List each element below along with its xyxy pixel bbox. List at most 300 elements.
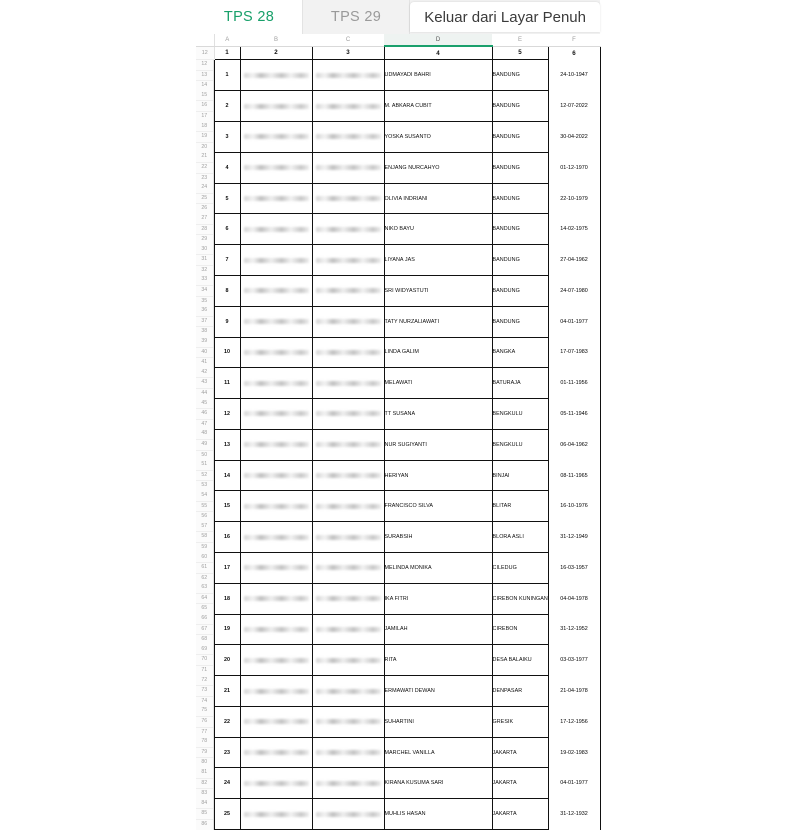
- table-row[interactable]: [196, 583, 600, 614]
- cell-city[interactable]: CIREBON: [492, 614, 548, 645]
- cell-redacted-nik[interactable]: [240, 429, 312, 460]
- cell-name[interactable]: OLIVIA INDRIANI: [384, 183, 492, 214]
- row-number-65[interactable]: 65: [201, 605, 208, 612]
- cell-no[interactable]: 23: [214, 737, 240, 768]
- cell-birthdate[interactable]: 04-04-1978: [548, 583, 600, 614]
- table-row[interactable]: [196, 91, 600, 122]
- cell-no[interactable]: 4: [214, 152, 240, 183]
- row-number-gutter[interactable]: [196, 645, 214, 676]
- cell-name[interactable]: TT SUSANA: [384, 399, 492, 430]
- cell-city[interactable]: JAKARTA: [492, 799, 548, 830]
- cell-name[interactable]: MELAWATI: [384, 368, 492, 399]
- tab-tps-28[interactable]: [196, 0, 303, 34]
- row-number-86[interactable]: 86: [201, 820, 208, 827]
- cell-city[interactable]: BINJAI: [492, 460, 548, 491]
- cell-redacted-kk[interactable]: [312, 183, 384, 214]
- row-number-21[interactable]: 21: [196, 152, 213, 163]
- cell-city[interactable]: BENGKULU: [492, 399, 548, 430]
- cell-redacted-nik[interactable]: [240, 583, 312, 614]
- cell-name[interactable]: KIRANA KUSUMA SARI: [384, 768, 492, 799]
- redaction-blur: [316, 442, 381, 447]
- cell-birthdate[interactable]: 16-03-1957: [548, 553, 600, 584]
- cell-redacted-nik[interactable]: [240, 183, 312, 214]
- header-cell-1[interactable]: 1: [214, 46, 240, 60]
- row-number-72[interactable]: 72: [196, 676, 213, 687]
- cell-city[interactable]: JAKARTA: [492, 768, 548, 799]
- cell-birthdate[interactable]: 03-03-1977: [548, 645, 600, 676]
- cell-name[interactable]: SRI WIDYASTUTI: [384, 275, 492, 306]
- cell-name[interactable]: UDMAYADI BAHRI: [384, 60, 492, 91]
- cell-city[interactable]: BANDUNG: [492, 122, 548, 153]
- table-row[interactable]: [196, 676, 600, 707]
- row-number-25[interactable]: 25: [196, 194, 213, 205]
- cell-no[interactable]: 19: [214, 614, 240, 645]
- cell-no[interactable]: 10: [214, 337, 240, 368]
- cell-redacted-kk[interactable]: [312, 214, 384, 245]
- cell-city[interactable]: CILEDUG: [492, 553, 548, 584]
- row-number-57[interactable]: 57: [196, 522, 213, 533]
- column-header-d[interactable]: D: [384, 34, 492, 46]
- row-number-gutter[interactable]: [196, 399, 214, 430]
- row-number-50[interactable]: 50: [201, 451, 208, 458]
- row-number-58[interactable]: 58: [196, 532, 213, 543]
- cell-redacted-nik[interactable]: [240, 275, 312, 306]
- row-number-48[interactable]: 48: [196, 429, 213, 440]
- row-number-39[interactable]: 39: [196, 337, 213, 348]
- row-number-18[interactable]: 18: [196, 122, 213, 133]
- row-number-85[interactable]: 85: [196, 809, 213, 820]
- header-cell-2[interactable]: 2: [240, 46, 312, 60]
- row-number-gutter[interactable]: [196, 676, 214, 707]
- row-number-gutter[interactable]: [196, 152, 214, 183]
- table-row[interactable]: [196, 306, 600, 337]
- cell-redacted-kk[interactable]: [312, 522, 384, 553]
- cell-birthdate[interactable]: 31-12-1952: [548, 614, 600, 645]
- row-number-gutter[interactable]: [196, 214, 214, 245]
- cell-redacted-kk[interactable]: [312, 553, 384, 584]
- cell-birthdate[interactable]: 19-02-1983: [548, 737, 600, 768]
- cell-birthdate[interactable]: 01-12-1970: [548, 152, 600, 183]
- cell-no[interactable]: 7: [214, 245, 240, 276]
- cell-redacted-kk[interactable]: [312, 337, 384, 368]
- row-number-41[interactable]: 41: [201, 359, 208, 366]
- row-number-64[interactable]: 64: [196, 594, 213, 605]
- corner-cell[interactable]: [196, 34, 214, 46]
- column-header-e[interactable]: E: [492, 34, 548, 46]
- cell-name[interactable]: SURABSIH: [384, 522, 492, 553]
- exit-fullscreen-button[interactable]: [410, 2, 600, 32]
- cell-redacted-kk[interactable]: [312, 275, 384, 306]
- row-number-gutter[interactable]: [196, 60, 214, 91]
- cell-name[interactable]: ENJANG NURCAHYO: [384, 152, 492, 183]
- row-number-gutter[interactable]: [196, 522, 214, 553]
- cell-birthdate[interactable]: 27-04-1962: [548, 245, 600, 276]
- cell-birthdate[interactable]: 31-12-1949: [548, 522, 600, 553]
- cell-birthdate[interactable]: 22-10-1979: [548, 183, 600, 214]
- cell-name[interactable]: SUHARTINI: [384, 706, 492, 737]
- row-number-78[interactable]: 78: [196, 737, 213, 748]
- row-number-12[interactable]: 12: [196, 60, 213, 71]
- row-number-27[interactable]: 27: [196, 214, 213, 225]
- cell-birthdate[interactable]: 12-07-2022: [548, 91, 600, 122]
- cell-name[interactable]: HERIYAN: [384, 460, 492, 491]
- row-number-gutter[interactable]: [196, 91, 214, 122]
- row-number-77[interactable]: 77: [201, 728, 208, 735]
- cell-city[interactable]: DENPASAR: [492, 676, 548, 707]
- row-number-gutter[interactable]: [196, 275, 214, 306]
- row-number-gutter[interactable]: [196, 368, 214, 399]
- row-number-gutter[interactable]: [196, 553, 214, 584]
- cell-no[interactable]: 11: [214, 368, 240, 399]
- cell-redacted-nik[interactable]: [240, 460, 312, 491]
- cell-no[interactable]: 1: [214, 60, 240, 91]
- row-number-15[interactable]: 15: [196, 91, 213, 102]
- cell-no[interactable]: 22: [214, 706, 240, 737]
- cell-birthdate[interactable]: 08-11-1965: [548, 460, 600, 491]
- cell-redacted-nik[interactable]: [240, 768, 312, 799]
- cell-no[interactable]: 25: [214, 799, 240, 830]
- cell-redacted-kk[interactable]: [312, 645, 384, 676]
- row-number-20[interactable]: 20: [201, 143, 208, 150]
- cell-city[interactable]: BENGKULU: [492, 429, 548, 460]
- cell-redacted-nik[interactable]: [240, 737, 312, 768]
- cell-birthdate[interactable]: 21-04-1978: [548, 676, 600, 707]
- cell-city[interactable]: JAKARTA: [492, 737, 548, 768]
- cell-redacted-nik[interactable]: [240, 614, 312, 645]
- row-number-67[interactable]: 67: [196, 625, 213, 636]
- cell-no[interactable]: 6: [214, 214, 240, 245]
- header-cell-4[interactable]: 4: [384, 46, 492, 60]
- cell-no[interactable]: 20: [214, 645, 240, 676]
- cell-name[interactable]: FRANCISCO SILVA: [384, 491, 492, 522]
- cell-redacted-nik[interactable]: [240, 706, 312, 737]
- cell-redacted-nik[interactable]: [240, 337, 312, 368]
- row-number-46[interactable]: 46: [196, 409, 213, 420]
- cell-no[interactable]: 3: [214, 122, 240, 153]
- cell-no[interactable]: 9: [214, 306, 240, 337]
- header-cell-6[interactable]: 6: [548, 46, 600, 60]
- cell-name[interactable]: NUR SUGIYANTI: [384, 429, 492, 460]
- cell-city[interactable]: BANDUNG: [492, 275, 548, 306]
- table-row[interactable]: [196, 799, 600, 830]
- row-number-54[interactable]: 54: [196, 491, 213, 502]
- table-row[interactable]: [196, 460, 600, 491]
- row-number-gutter[interactable]: [196, 460, 214, 491]
- cell-redacted-kk[interactable]: [312, 799, 384, 830]
- row-number-29[interactable]: 29: [201, 236, 208, 243]
- row-number-26[interactable]: 26: [201, 205, 208, 212]
- row-number-62[interactable]: 62: [201, 574, 208, 581]
- cell-redacted-kk[interactable]: [312, 706, 384, 737]
- cell-redacted-nik[interactable]: [240, 399, 312, 430]
- tab-tps-29[interactable]: [303, 0, 410, 34]
- row-number-24[interactable]: 24: [196, 183, 213, 194]
- cell-city[interactable]: BANDUNG: [492, 91, 548, 122]
- cell-name[interactable]: M. ABKARA CUBIT: [384, 91, 492, 122]
- row-number-74[interactable]: 74: [201, 697, 208, 704]
- row-number-28[interactable]: 28: [196, 225, 213, 236]
- redaction-blur: [244, 689, 309, 694]
- cell-city[interactable]: DESA BALAIKU: [492, 645, 548, 676]
- row-number-60[interactable]: 60: [196, 553, 213, 564]
- redaction-blur: [316, 73, 381, 78]
- cell-name[interactable]: LINDA GALIM: [384, 337, 492, 368]
- cell-birthdate[interactable]: 01-11-1956: [548, 368, 600, 399]
- redaction-blur: [316, 596, 381, 601]
- cell-redacted-kk[interactable]: [312, 60, 384, 91]
- cell-redacted-kk[interactable]: [312, 245, 384, 276]
- cell-redacted-nik[interactable]: [240, 491, 312, 522]
- cell-no[interactable]: 5: [214, 183, 240, 214]
- cell-no[interactable]: 14: [214, 460, 240, 491]
- cell-redacted-kk[interactable]: [312, 122, 384, 153]
- row-number-gutter[interactable]: [196, 429, 214, 460]
- cell-no[interactable]: 21: [214, 676, 240, 707]
- row-number-70[interactable]: 70: [196, 655, 213, 666]
- cell-redacted-nik[interactable]: [240, 245, 312, 276]
- row-number-32[interactable]: 32: [201, 266, 208, 273]
- row-number-31[interactable]: 31: [196, 255, 213, 266]
- row-number-82[interactable]: 82: [196, 779, 213, 790]
- cell-birthdate[interactable]: 31-12-1932: [548, 799, 600, 830]
- table-row[interactable]: [196, 645, 600, 676]
- row-number-63[interactable]: 63: [196, 583, 213, 594]
- table-row[interactable]: [196, 122, 600, 153]
- row-number-gutter[interactable]: [196, 183, 214, 214]
- row-number-76[interactable]: 76: [196, 717, 213, 728]
- cell-redacted-kk[interactable]: [312, 737, 384, 768]
- cell-redacted-kk[interactable]: [312, 583, 384, 614]
- row-number-34[interactable]: 34: [196, 286, 213, 297]
- row-number-47[interactable]: 47: [201, 420, 208, 427]
- row-number-83[interactable]: 83: [201, 790, 208, 797]
- cell-city[interactable]: BATURAJA: [492, 368, 548, 399]
- cell-city[interactable]: BLITAR: [492, 491, 548, 522]
- cell-redacted-nik[interactable]: [240, 91, 312, 122]
- spreadsheet-viewport[interactable]: [196, 34, 600, 827]
- table-row[interactable]: [196, 614, 600, 645]
- cell-redacted-kk[interactable]: [312, 676, 384, 707]
- row-number-68[interactable]: 68: [201, 636, 208, 643]
- row-number-75[interactable]: 75: [196, 706, 213, 717]
- cell-birthdate[interactable]: 16-10-1976: [548, 491, 600, 522]
- row-number-49[interactable]: 49: [196, 440, 213, 451]
- cell-name[interactable]: MELINDA MONIKA: [384, 553, 492, 584]
- row-number-gutter[interactable]: [196, 245, 214, 276]
- row-number-23[interactable]: 23: [201, 174, 208, 181]
- cell-name[interactable]: NIKO BAYU: [384, 214, 492, 245]
- cell-no[interactable]: 24: [214, 768, 240, 799]
- table-row[interactable]: [196, 214, 600, 245]
- row-number-35[interactable]: 35: [201, 297, 208, 304]
- cell-redacted-nik[interactable]: [240, 152, 312, 183]
- redaction-blur: [316, 473, 381, 478]
- row-number-79[interactable]: 79: [196, 748, 213, 759]
- table-row[interactable]: [196, 368, 600, 399]
- cell-redacted-kk[interactable]: [312, 399, 384, 430]
- row-number-gutter[interactable]: [196, 583, 214, 614]
- column-header-c[interactable]: C: [312, 34, 384, 46]
- cell-redacted-kk[interactable]: [312, 614, 384, 645]
- row-number-56[interactable]: 56: [201, 513, 208, 520]
- table-row[interactable]: [196, 152, 600, 183]
- row-number-81[interactable]: 81: [196, 768, 213, 779]
- cell-redacted-nik[interactable]: [240, 676, 312, 707]
- cell-no[interactable]: 13: [214, 429, 240, 460]
- row-number-16[interactable]: 16: [196, 101, 213, 112]
- cell-redacted-kk[interactable]: [312, 768, 384, 799]
- cell-name[interactable]: RITA: [384, 645, 492, 676]
- cell-redacted-nik[interactable]: [240, 122, 312, 153]
- row-number-53[interactable]: 53: [201, 482, 208, 489]
- cell-birthdate[interactable]: 04-01-1977: [548, 306, 600, 337]
- row-number-gutter[interactable]: [196, 614, 214, 645]
- cell-name[interactable]: ERMAWATI DEWAN: [384, 676, 492, 707]
- cell-birthdate[interactable]: 04-01-1977: [548, 768, 600, 799]
- cell-city[interactable]: CIREBON KUNINGAN: [492, 583, 548, 614]
- row-number-84[interactable]: 84: [196, 799, 213, 810]
- row-number-37[interactable]: 37: [196, 317, 213, 328]
- row-number-gutter[interactable]: [196, 122, 214, 153]
- cell-no[interactable]: 15: [214, 491, 240, 522]
- table-row[interactable]: [196, 429, 600, 460]
- row-number-19[interactable]: 19: [196, 132, 213, 143]
- row-number-36[interactable]: 36: [196, 306, 213, 317]
- table-row[interactable]: [196, 183, 600, 214]
- cell-redacted-nik[interactable]: [240, 553, 312, 584]
- row-number-gutter[interactable]: [196, 337, 214, 368]
- row-number-gutter[interactable]: [196, 491, 214, 522]
- table-row[interactable]: [196, 737, 600, 768]
- table-row[interactable]: [196, 337, 600, 368]
- row-number-55[interactable]: 55: [196, 502, 213, 513]
- cell-redacted-kk[interactable]: [312, 460, 384, 491]
- cell-name[interactable]: MARCHEL VANILLA: [384, 737, 492, 768]
- cell-redacted-kk[interactable]: [312, 368, 384, 399]
- cell-redacted-kk[interactable]: [312, 91, 384, 122]
- cell-birthdate[interactable]: 30-04-2022: [548, 122, 600, 153]
- cell-birthdate[interactable]: 17-12-1956: [548, 706, 600, 737]
- row-number-43[interactable]: 43: [196, 378, 213, 389]
- cell-city[interactable]: BANDUNG: [492, 306, 548, 337]
- row-number-66[interactable]: 66: [196, 614, 213, 625]
- cell-redacted-nik[interactable]: [240, 645, 312, 676]
- cell-city[interactable]: GRESIK: [492, 706, 548, 737]
- cell-no[interactable]: 18: [214, 583, 240, 614]
- cell-birthdate[interactable]: 17-07-1983: [548, 337, 600, 368]
- cell-name[interactable]: YOSKA SUSANTO: [384, 122, 492, 153]
- cell-redacted-nik[interactable]: [240, 306, 312, 337]
- table-row[interactable]: [196, 491, 600, 522]
- cell-redacted-kk[interactable]: [312, 306, 384, 337]
- column-header-a[interactable]: A: [214, 34, 240, 46]
- row-number-40[interactable]: 40: [196, 348, 213, 359]
- cell-city[interactable]: BANDUNG: [492, 152, 548, 183]
- column-header-b[interactable]: B: [240, 34, 312, 46]
- row-number-51[interactable]: 51: [196, 460, 213, 471]
- row-number-30[interactable]: 30: [196, 245, 213, 256]
- cell-city[interactable]: BANDUNG: [492, 214, 548, 245]
- row-number-17[interactable]: 17: [201, 112, 208, 119]
- row-number-12[interactable]: 12: [196, 46, 214, 60]
- cell-no[interactable]: 16: [214, 522, 240, 553]
- row-number-80[interactable]: 80: [201, 759, 208, 766]
- row-number-gutter[interactable]: [196, 306, 214, 337]
- cell-birthdate[interactable]: 05-11-1946: [548, 399, 600, 430]
- cell-redacted-nik[interactable]: [240, 60, 312, 91]
- cell-redacted-kk[interactable]: [312, 429, 384, 460]
- cell-birthdate[interactable]: 24-07-1980: [548, 275, 600, 306]
- row-number-44[interactable]: 44: [201, 390, 208, 396]
- header-cell-5[interactable]: 5: [492, 46, 548, 60]
- cell-redacted-nik[interactable]: [240, 368, 312, 399]
- table-row[interactable]: [196, 275, 600, 306]
- cell-redacted-kk[interactable]: [312, 491, 384, 522]
- cell-no[interactable]: 17: [214, 553, 240, 584]
- cell-birthdate[interactable]: 14-02-1975: [548, 214, 600, 245]
- row-number-14[interactable]: 14: [201, 82, 208, 89]
- cell-redacted-nik[interactable]: [240, 522, 312, 553]
- cell-city[interactable]: BANGKA: [492, 337, 548, 368]
- cell-birthdate[interactable]: 06-04-1962: [548, 429, 600, 460]
- row-number-22[interactable]: 22: [196, 163, 213, 174]
- cell-redacted-nik[interactable]: [240, 799, 312, 830]
- cell-name[interactable]: MUHLIS HASAN: [384, 799, 492, 830]
- row-number-33[interactable]: 33: [196, 275, 213, 286]
- cell-city[interactable]: BANDUNG: [492, 183, 548, 214]
- row-number-61[interactable]: 61: [196, 563, 213, 574]
- column-header-f[interactable]: F: [548, 34, 600, 46]
- row-number-52[interactable]: 52: [196, 471, 213, 482]
- redaction-blur: [244, 196, 309, 201]
- cell-name[interactable]: JAMILAH: [384, 614, 492, 645]
- row-number-13[interactable]: 13: [196, 71, 213, 82]
- row-number-59[interactable]: 59: [201, 543, 208, 550]
- cell-city[interactable]: BANDUNG: [492, 245, 548, 276]
- cell-no[interactable]: 2: [214, 91, 240, 122]
- table-row[interactable]: [196, 399, 600, 430]
- table-row[interactable]: [196, 522, 600, 553]
- row-number-38[interactable]: 38: [201, 328, 208, 335]
- cell-city[interactable]: BLORA ASLI: [492, 522, 548, 553]
- cell-no[interactable]: 12: [214, 399, 240, 430]
- row-number-73[interactable]: 73: [196, 686, 213, 697]
- cell-name[interactable]: LIYANA JAS: [384, 245, 492, 276]
- redaction-blur: [316, 381, 381, 386]
- row-number-69[interactable]: 69: [196, 645, 213, 656]
- row-number-42[interactable]: 42: [196, 368, 213, 379]
- cell-redacted-kk[interactable]: [312, 152, 384, 183]
- cell-city[interactable]: BANDUNG: [492, 60, 548, 91]
- row-number-gutter[interactable]: [196, 706, 214, 737]
- cell-birthdate[interactable]: 24-10-1947: [548, 60, 600, 91]
- cell-name[interactable]: TATY NURZALIAWATI: [384, 306, 492, 337]
- cell-redacted-nik[interactable]: [240, 214, 312, 245]
- table-row[interactable]: [196, 553, 600, 584]
- row-number-45[interactable]: 45: [196, 399, 213, 410]
- cell-name[interactable]: IKA FITRI: [384, 583, 492, 614]
- row-number-gutter[interactable]: [196, 737, 214, 768]
- row-number-gutter[interactable]: [196, 799, 214, 830]
- table-row[interactable]: [196, 60, 600, 91]
- row-number-71[interactable]: 71: [201, 667, 208, 674]
- row-number-gutter[interactable]: [196, 768, 214, 799]
- table-row[interactable]: [196, 706, 600, 737]
- cell-no[interactable]: 8: [214, 275, 240, 306]
- table-row[interactable]: [196, 768, 600, 799]
- table-row[interactable]: [196, 245, 600, 276]
- header-cell-3[interactable]: 3: [312, 46, 384, 60]
